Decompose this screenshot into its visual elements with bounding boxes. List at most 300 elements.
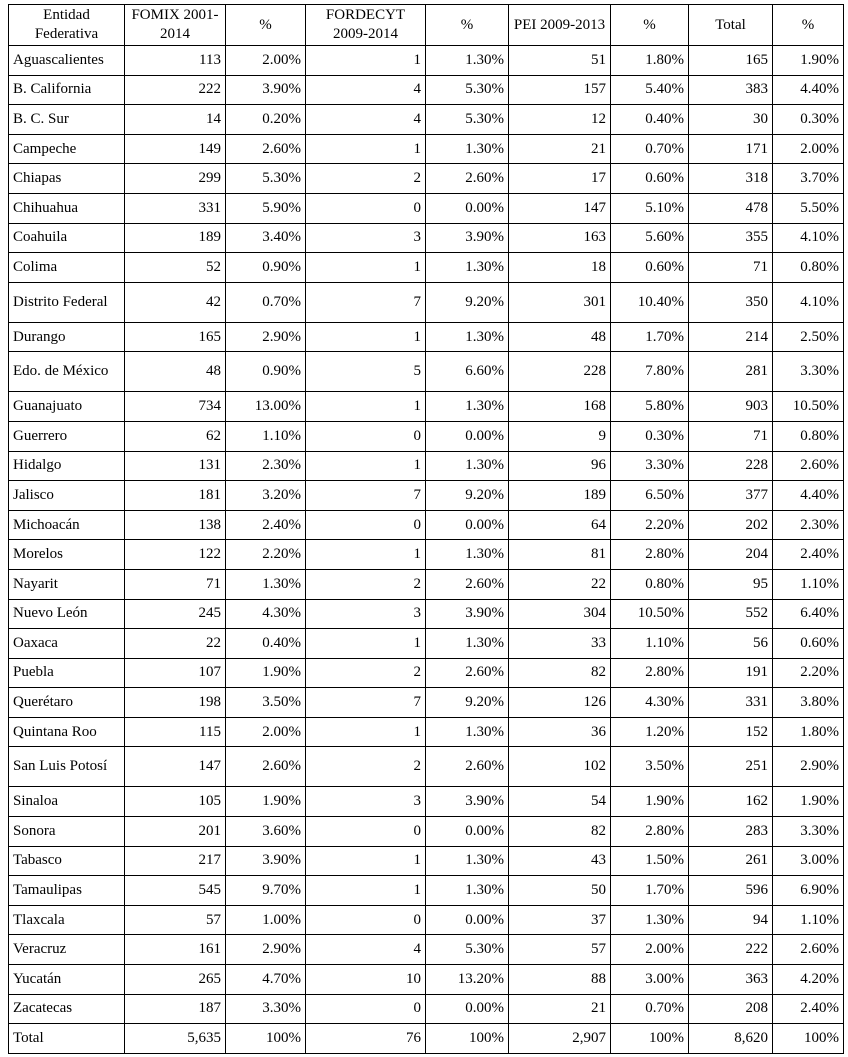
cell-fomix: 48 — [125, 352, 226, 392]
cell-fomix-pct: 0.90% — [226, 253, 306, 283]
cell-total: 251 — [689, 747, 773, 787]
cell-fordecyt: 7 — [306, 481, 426, 511]
table-row — [9, 392, 844, 422]
cell-pei: 189 — [509, 481, 611, 511]
cell-pei-pct: 1.70% — [611, 322, 689, 352]
cell-total-pct: 0.30% — [773, 105, 844, 135]
cell-total-pct: 1.10% — [773, 569, 844, 599]
cell-fordecyt-pct: 1.30% — [426, 451, 509, 481]
cell-fordecyt: 4 — [306, 935, 426, 965]
table-row — [9, 846, 844, 876]
cell-entity: Tamaulipas — [9, 876, 125, 906]
cell-fordecyt: 4 — [306, 75, 426, 105]
cell-fomix: 189 — [125, 223, 226, 253]
cell-entity: Guerrero — [9, 421, 125, 451]
cell-fomix-pct: 3.60% — [226, 817, 306, 847]
cell-entity: Zacatecas — [9, 994, 125, 1024]
cell-fordecyt-pct: 3.90% — [426, 599, 509, 629]
cell-total-pct: 4.40% — [773, 481, 844, 511]
cell-total-pct: 4.10% — [773, 223, 844, 253]
cell-fordecyt: 1 — [306, 629, 426, 659]
cell-pei-pct: 5.40% — [611, 75, 689, 105]
cell-pei: 48 — [509, 322, 611, 352]
table-row — [9, 75, 844, 105]
cell-fomix-pct: 2.30% — [226, 451, 306, 481]
cell-fomix-pct: 1.00% — [226, 905, 306, 935]
table-row — [9, 322, 844, 352]
cell-pei: 304 — [509, 599, 611, 629]
cell-pei: 81 — [509, 540, 611, 570]
cell-fordecyt-pct: 1.30% — [426, 322, 509, 352]
cell-fomix-pct: 3.20% — [226, 481, 306, 511]
table-row — [9, 193, 844, 223]
cell-pei-pct: 0.30% — [611, 421, 689, 451]
cell-fordecyt: 3 — [306, 223, 426, 253]
cell-pei: 43 — [509, 846, 611, 876]
cell-fomix: 187 — [125, 994, 226, 1024]
table-row — [9, 540, 844, 570]
table-row — [9, 905, 844, 935]
cell-fordecyt-pct: 1.30% — [426, 540, 509, 570]
cell-pei: 147 — [509, 193, 611, 223]
cell-fordecyt-pct: 0.00% — [426, 510, 509, 540]
cell-fomix: 161 — [125, 935, 226, 965]
cell-pei-pct: 1.20% — [611, 717, 689, 747]
cell-fordecyt-pct: 0.00% — [426, 905, 509, 935]
table-row — [9, 747, 844, 787]
cell-fordecyt-pct: 1.30% — [426, 392, 509, 422]
cell-fordecyt: 4 — [306, 105, 426, 135]
cell-fomix: 181 — [125, 481, 226, 511]
cell-fomix-pct: 1.90% — [226, 787, 306, 817]
cell-total: 204 — [689, 540, 773, 570]
cell-entity: Durango — [9, 322, 125, 352]
cell-fordecyt-pct: 0.00% — [426, 421, 509, 451]
table-row — [9, 451, 844, 481]
cell-fomix: 5,635 — [125, 1024, 226, 1054]
table-row — [9, 481, 844, 511]
cell-fomix-pct: 2.20% — [226, 540, 306, 570]
cell-fomix-pct: 3.50% — [226, 688, 306, 718]
cell-entity: Hidalgo — [9, 451, 125, 481]
cell-fordecyt: 1 — [306, 876, 426, 906]
cell-pei: 22 — [509, 569, 611, 599]
cell-total: 162 — [689, 787, 773, 817]
cell-entity: Yucatán — [9, 965, 125, 995]
cell-pei-pct: 100% — [611, 1024, 689, 1054]
cell-fordecyt: 3 — [306, 787, 426, 817]
cell-fordecyt-pct: 2.60% — [426, 658, 509, 688]
table-row — [9, 787, 844, 817]
cell-total-pct: 4.10% — [773, 282, 844, 322]
cell-fordecyt: 0 — [306, 994, 426, 1024]
cell-fordecyt-pct: 9.20% — [426, 688, 509, 718]
cell-pei: 57 — [509, 935, 611, 965]
cell-fordecyt-pct: 6.60% — [426, 352, 509, 392]
cell-entity: Oaxaca — [9, 629, 125, 659]
cell-fomix: 265 — [125, 965, 226, 995]
header-pei: PEI 2009-2013 — [509, 5, 611, 46]
table-row — [9, 105, 844, 135]
cell-pei: 33 — [509, 629, 611, 659]
cell-fordecyt-pct: 5.30% — [426, 75, 509, 105]
cell-entity: B. C. Sur — [9, 105, 125, 135]
cell-entity: Nayarit — [9, 569, 125, 599]
table-row — [9, 46, 844, 76]
cell-entity: Querétaro — [9, 688, 125, 718]
cell-fordecyt-pct: 2.60% — [426, 164, 509, 194]
cell-entity: Chihuahua — [9, 193, 125, 223]
cell-fordecyt-pct: 1.30% — [426, 876, 509, 906]
cell-total: 355 — [689, 223, 773, 253]
cell-fomix-pct: 0.20% — [226, 105, 306, 135]
cell-fordecyt-pct: 9.20% — [426, 481, 509, 511]
cell-fordecyt: 5 — [306, 352, 426, 392]
cell-pei-pct: 0.70% — [611, 134, 689, 164]
cell-total-pct: 3.30% — [773, 817, 844, 847]
cell-pei: 163 — [509, 223, 611, 253]
cell-fomix-pct: 3.30% — [226, 994, 306, 1024]
cell-entity: Nuevo León — [9, 599, 125, 629]
table-row — [9, 352, 844, 392]
cell-total: 94 — [689, 905, 773, 935]
cell-pei: 21 — [509, 134, 611, 164]
cell-total-pct: 1.90% — [773, 46, 844, 76]
cell-total: 165 — [689, 46, 773, 76]
cell-fordecyt: 1 — [306, 322, 426, 352]
cell-total: 56 — [689, 629, 773, 659]
cell-fordecyt: 0 — [306, 421, 426, 451]
cell-pei-pct: 7.80% — [611, 352, 689, 392]
cell-pei-pct: 0.60% — [611, 253, 689, 283]
cell-fomix: 222 — [125, 75, 226, 105]
cell-total-pct: 4.20% — [773, 965, 844, 995]
cell-entity: Campeche — [9, 134, 125, 164]
table-row — [9, 994, 844, 1024]
cell-fomix: 245 — [125, 599, 226, 629]
cell-entity: Sinaloa — [9, 787, 125, 817]
cell-fordecyt-pct: 13.20% — [426, 965, 509, 995]
cell-total-pct: 2.50% — [773, 322, 844, 352]
cell-pei-pct: 0.60% — [611, 164, 689, 194]
cell-total: 331 — [689, 688, 773, 718]
cell-total: 283 — [689, 817, 773, 847]
cell-fomix: 107 — [125, 658, 226, 688]
cell-pei-pct: 5.80% — [611, 392, 689, 422]
cell-total: 8,620 — [689, 1024, 773, 1054]
header-fordecyt: FORDECYT 2009-2014 — [306, 5, 426, 46]
cell-fomix: 131 — [125, 451, 226, 481]
cell-fomix: 115 — [125, 717, 226, 747]
cell-fordecyt: 1 — [306, 392, 426, 422]
cell-fordecyt: 10 — [306, 965, 426, 995]
cell-total-pct: 1.10% — [773, 905, 844, 935]
cell-entity: Guanajuato — [9, 392, 125, 422]
cell-fordecyt-pct: 0.00% — [426, 994, 509, 1024]
cell-fomix: 62 — [125, 421, 226, 451]
cell-total-pct: 3.00% — [773, 846, 844, 876]
cell-fomix-pct: 13.00% — [226, 392, 306, 422]
cell-fomix: 42 — [125, 282, 226, 322]
table-row — [9, 569, 844, 599]
cell-fomix-pct: 2.40% — [226, 510, 306, 540]
cell-fordecyt-pct: 9.20% — [426, 282, 509, 322]
cell-pei-pct: 4.30% — [611, 688, 689, 718]
cell-pei: 102 — [509, 747, 611, 787]
cell-entity: Morelos — [9, 540, 125, 570]
cell-entity: Tlaxcala — [9, 905, 125, 935]
cell-fomix-pct: 2.60% — [226, 747, 306, 787]
cell-total-pct: 5.50% — [773, 193, 844, 223]
cell-pei-pct: 2.80% — [611, 540, 689, 570]
cell-pei-pct: 1.90% — [611, 787, 689, 817]
cell-entity: Tabasco — [9, 846, 125, 876]
cell-total: 202 — [689, 510, 773, 540]
cell-fomix-pct: 0.90% — [226, 352, 306, 392]
cell-total-pct: 2.40% — [773, 994, 844, 1024]
cell-pei: 96 — [509, 451, 611, 481]
cell-total-pct: 0.60% — [773, 629, 844, 659]
cell-total-pct: 10.50% — [773, 392, 844, 422]
table-row — [9, 688, 844, 718]
cell-fomix-pct: 1.30% — [226, 569, 306, 599]
cell-total: 350 — [689, 282, 773, 322]
cell-fordecyt-pct: 1.30% — [426, 46, 509, 76]
cell-fomix: 147 — [125, 747, 226, 787]
cell-entity: San Luis Potosí — [9, 747, 125, 787]
cell-pei-pct: 0.70% — [611, 994, 689, 1024]
cell-total: 903 — [689, 392, 773, 422]
cell-entity: Quintana Roo — [9, 717, 125, 747]
cell-total-pct: 2.20% — [773, 658, 844, 688]
cell-fordecyt-pct: 0.00% — [426, 817, 509, 847]
cell-fomix-pct: 0.70% — [226, 282, 306, 322]
cell-fomix-pct: 5.30% — [226, 164, 306, 194]
cell-pei: 21 — [509, 994, 611, 1024]
cell-total: 228 — [689, 451, 773, 481]
cell-total: 383 — [689, 75, 773, 105]
cell-entity: Edo. de México — [9, 352, 125, 392]
cell-total: 208 — [689, 994, 773, 1024]
cell-fordecyt-pct: 0.00% — [426, 193, 509, 223]
cell-fordecyt-pct: 5.30% — [426, 935, 509, 965]
cell-fomix-pct: 2.90% — [226, 322, 306, 352]
cell-total: 71 — [689, 253, 773, 283]
cell-fomix-pct: 3.40% — [226, 223, 306, 253]
header-pei-pct: % — [611, 5, 689, 46]
cell-total: 478 — [689, 193, 773, 223]
cell-pei: 51 — [509, 46, 611, 76]
cell-fomix: 545 — [125, 876, 226, 906]
cell-fomix-pct: 100% — [226, 1024, 306, 1054]
cell-pei: 17 — [509, 164, 611, 194]
table-row — [9, 510, 844, 540]
cell-fordecyt: 1 — [306, 451, 426, 481]
cell-fomix-pct: 4.30% — [226, 599, 306, 629]
cell-total: 214 — [689, 322, 773, 352]
cell-fordecyt: 1 — [306, 134, 426, 164]
cell-pei-pct: 10.40% — [611, 282, 689, 322]
cell-fomix: 734 — [125, 392, 226, 422]
cell-total-pct: 1.80% — [773, 717, 844, 747]
cell-pei-pct: 3.50% — [611, 747, 689, 787]
table-row — [9, 421, 844, 451]
cell-pei: 301 — [509, 282, 611, 322]
cell-pei: 50 — [509, 876, 611, 906]
cell-fordecyt: 1 — [306, 46, 426, 76]
table-row — [9, 599, 844, 629]
cell-total-pct: 6.40% — [773, 599, 844, 629]
cell-fomix: 105 — [125, 787, 226, 817]
cell-total: 30 — [689, 105, 773, 135]
header-total: Total — [689, 5, 773, 46]
cell-pei-pct: 0.80% — [611, 569, 689, 599]
cell-fomix: 201 — [125, 817, 226, 847]
cell-fordecyt-pct: 100% — [426, 1024, 509, 1054]
table-row — [9, 164, 844, 194]
cell-total-pct: 0.80% — [773, 421, 844, 451]
table-row — [9, 629, 844, 659]
cell-fordecyt-pct: 3.90% — [426, 223, 509, 253]
cell-entity: Puebla — [9, 658, 125, 688]
cell-total: 377 — [689, 481, 773, 511]
table-row — [9, 253, 844, 283]
header-total-pct: % — [773, 5, 844, 46]
cell-fordecyt-pct: 1.30% — [426, 717, 509, 747]
cell-fomix-pct: 3.90% — [226, 846, 306, 876]
cell-fomix-pct: 2.90% — [226, 935, 306, 965]
cell-fordecyt: 0 — [306, 905, 426, 935]
cell-fordecyt-pct: 5.30% — [426, 105, 509, 135]
cell-total-pct: 2.60% — [773, 935, 844, 965]
cell-total-pct: 2.00% — [773, 134, 844, 164]
cell-total: 191 — [689, 658, 773, 688]
cell-pei-pct: 1.70% — [611, 876, 689, 906]
cell-fomix: 52 — [125, 253, 226, 283]
cell-fomix: 22 — [125, 629, 226, 659]
cell-pei: 12 — [509, 105, 611, 135]
cell-pei: 36 — [509, 717, 611, 747]
cell-fordecyt-pct: 3.90% — [426, 787, 509, 817]
cell-pei-pct: 3.30% — [611, 451, 689, 481]
cell-fordecyt-pct: 2.60% — [426, 747, 509, 787]
cell-fomix: 14 — [125, 105, 226, 135]
cell-pei: 126 — [509, 688, 611, 718]
cell-total: 261 — [689, 846, 773, 876]
cell-total-pct: 2.60% — [773, 451, 844, 481]
cell-total-pct: 3.80% — [773, 688, 844, 718]
cell-entity: Sonora — [9, 817, 125, 847]
cell-fordecyt: 2 — [306, 747, 426, 787]
cell-pei-pct: 1.10% — [611, 629, 689, 659]
cell-fomix: 299 — [125, 164, 226, 194]
cell-fordecyt: 0 — [306, 193, 426, 223]
cell-total-pct: 100% — [773, 1024, 844, 1054]
cell-fomix-pct: 1.90% — [226, 658, 306, 688]
cell-total: 71 — [689, 421, 773, 451]
cell-entity: Jalisco — [9, 481, 125, 511]
cell-fordecyt: 1 — [306, 253, 426, 283]
table-row — [9, 717, 844, 747]
table-row — [9, 876, 844, 906]
cell-total: 171 — [689, 134, 773, 164]
cell-pei-pct: 3.00% — [611, 965, 689, 995]
cell-fomix-pct: 1.10% — [226, 421, 306, 451]
cell-total: 363 — [689, 965, 773, 995]
table-row — [9, 817, 844, 847]
cell-fordecyt-pct: 1.30% — [426, 846, 509, 876]
header-fomix: FOMIX 2001-2014 — [125, 5, 226, 46]
cell-fomix-pct: 2.00% — [226, 717, 306, 747]
cell-pei: 82 — [509, 817, 611, 847]
cell-fomix-pct: 0.40% — [226, 629, 306, 659]
cell-total-pct: 2.90% — [773, 747, 844, 787]
cell-pei-pct: 6.50% — [611, 481, 689, 511]
cell-entity: B. California — [9, 75, 125, 105]
cell-fordecyt: 7 — [306, 688, 426, 718]
cell-fordecyt: 7 — [306, 282, 426, 322]
cell-total: 318 — [689, 164, 773, 194]
cell-total-pct: 6.90% — [773, 876, 844, 906]
cell-entity: Colima — [9, 253, 125, 283]
cell-total: 552 — [689, 599, 773, 629]
cell-entity: Chiapas — [9, 164, 125, 194]
cell-fordecyt: 2 — [306, 164, 426, 194]
cell-pei: 18 — [509, 253, 611, 283]
cell-pei: 37 — [509, 905, 611, 935]
cell-pei-pct: 1.30% — [611, 905, 689, 935]
cell-total-pct: 4.40% — [773, 75, 844, 105]
cell-fomix: 113 — [125, 46, 226, 76]
table-row — [9, 134, 844, 164]
cell-fomix: 57 — [125, 905, 226, 935]
cell-pei: 88 — [509, 965, 611, 995]
cell-pei-pct: 2.80% — [611, 658, 689, 688]
total-row — [9, 1024, 844, 1054]
cell-pei: 228 — [509, 352, 611, 392]
table-row — [9, 935, 844, 965]
cell-fomix: 122 — [125, 540, 226, 570]
cell-total-pct: 0.80% — [773, 253, 844, 283]
cell-pei-pct: 5.60% — [611, 223, 689, 253]
table-row — [9, 965, 844, 995]
cell-entity: Michoacán — [9, 510, 125, 540]
cell-pei-pct: 5.10% — [611, 193, 689, 223]
cell-pei: 64 — [509, 510, 611, 540]
cell-pei-pct: 1.50% — [611, 846, 689, 876]
cell-pei-pct: 2.20% — [611, 510, 689, 540]
cell-entity: Distrito Federal — [9, 282, 125, 322]
cell-total: 596 — [689, 876, 773, 906]
cell-fordecyt-pct: 2.60% — [426, 569, 509, 599]
cell-pei: 54 — [509, 787, 611, 817]
cell-entity: Total — [9, 1024, 125, 1054]
header-entity: Entidad Federativa — [9, 5, 125, 46]
cell-fomix: 71 — [125, 569, 226, 599]
cell-fordecyt: 1 — [306, 717, 426, 747]
cell-fomix: 217 — [125, 846, 226, 876]
cell-fomix-pct: 2.00% — [226, 46, 306, 76]
cell-fordecyt: 0 — [306, 817, 426, 847]
cell-entity: Coahuila — [9, 223, 125, 253]
cell-fomix: 198 — [125, 688, 226, 718]
cell-fomix: 331 — [125, 193, 226, 223]
cell-fomix-pct: 3.90% — [226, 75, 306, 105]
cell-fordecyt-pct: 1.30% — [426, 134, 509, 164]
cell-pei: 2,907 — [509, 1024, 611, 1054]
cell-entity: Aguascalientes — [9, 46, 125, 76]
cell-fomix: 149 — [125, 134, 226, 164]
